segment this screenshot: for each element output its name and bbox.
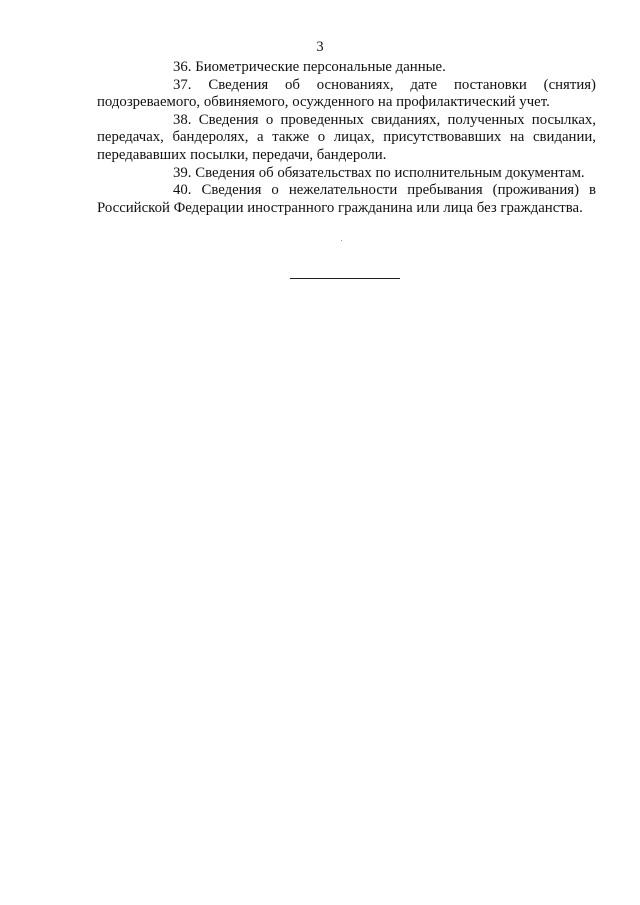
list-item-36 xyxy=(97,59,596,77)
end-of-document-rule xyxy=(290,278,400,279)
item-number: 36. xyxy=(173,59,192,75)
item-text: Сведения о нежелательности пребывания (проживания) в Российской Федерации иностранного гражданина или лица без гражданства. xyxy=(97,182,596,216)
scan-speck xyxy=(341,240,342,241)
document-body xyxy=(97,59,596,217)
item-text: Сведения о проведенных свиданиях, полученных посылках, передачах, бандеролях, а также о лицах, присутствовавших на свидании, передававших посылки, передачи, бандероли. xyxy=(97,111,596,163)
list-item-38 xyxy=(97,112,596,165)
item-number: 38. xyxy=(173,111,192,128)
list-item-39 xyxy=(97,165,596,183)
item-text: Сведения об основаниях, дате постановки (снятия) подозреваемого, обвиняемого, осужденного на профилактический учет. xyxy=(97,76,596,111)
item-text: Биометрические персональные данные. xyxy=(195,59,446,75)
item-number: 39. xyxy=(173,164,192,181)
page-number: 3 xyxy=(316,39,324,55)
item-text: Сведения об обязательствах по исполнительным документам. xyxy=(195,164,585,181)
list-item-37 xyxy=(97,77,596,112)
item-number: 40. xyxy=(173,182,192,199)
item-number: 37. xyxy=(173,76,192,93)
list-item-40 xyxy=(97,182,596,217)
